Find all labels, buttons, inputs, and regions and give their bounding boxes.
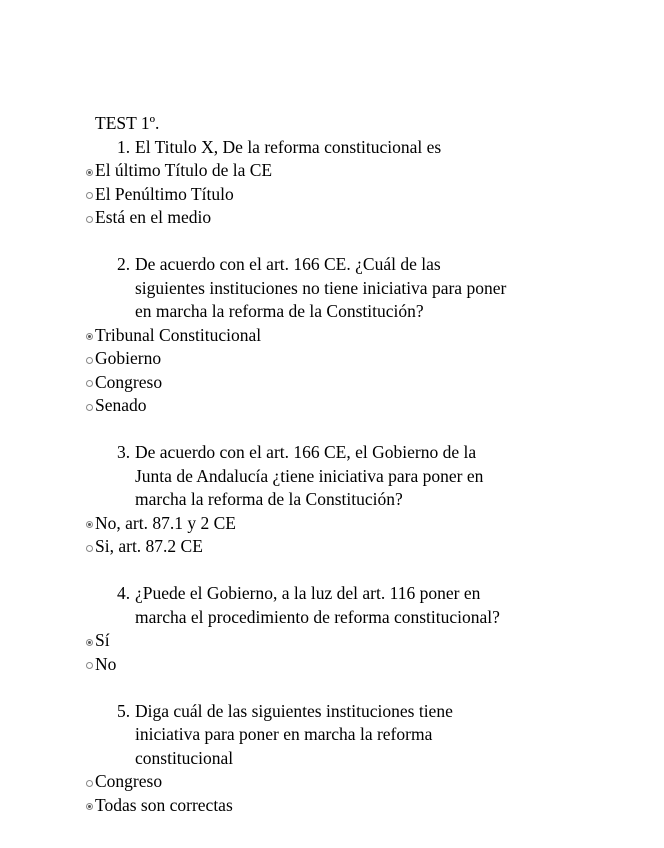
blank-line (0, 418, 664, 442)
blank-line (0, 676, 664, 700)
question-number: 3. (117, 442, 131, 462)
radio-unselected-icon[interactable] (86, 780, 93, 787)
question-3 (0, 441, 664, 512)
answer-option[interactable] (0, 535, 664, 559)
answer-option[interactable] (0, 206, 664, 230)
answer-option[interactable] (0, 394, 664, 418)
answer-option-label: Gobierno (95, 348, 162, 368)
question-text-line: De acuerdo con el art. 166 CE. ¿Cuál de las (135, 254, 441, 274)
radio-unselected-icon[interactable] (86, 357, 93, 364)
answer-option-label: Congreso (95, 771, 163, 791)
blank-line (0, 559, 664, 583)
question-text-line: Junta de Andalucía ¿tiene iniciativa para poner en (135, 465, 484, 486)
question-number: 4. (117, 583, 131, 603)
answer-option-label: Senado (95, 395, 147, 415)
answer-option[interactable] (0, 371, 664, 395)
document (0, 112, 664, 817)
question-number: 5. (117, 700, 131, 721)
question-text-line: siguientes instituciones no tiene iniciativa para poner (135, 277, 507, 298)
test-title: TEST 1º. (95, 113, 160, 133)
question-text-line: marcha la reforma de la Constitución? (135, 489, 403, 509)
question-text-line: De acuerdo con el art. 166 CE, el Gobierno de la (135, 442, 477, 462)
radio-selected-icon[interactable] (86, 803, 93, 810)
radio-selected-icon[interactable] (86, 169, 93, 176)
question-text-line: ¿Puede el Gobierno, a la luz del art. 116 poner en (135, 583, 481, 603)
answer-option-label: Todas son correctas (95, 794, 233, 815)
answer-option-label: Congreso (95, 371, 163, 392)
answer-option[interactable] (0, 183, 664, 207)
radio-selected-icon[interactable] (86, 639, 93, 646)
answer-option[interactable] (0, 794, 664, 818)
answer-option-label: No (95, 653, 117, 674)
answer-option-label: No, art. 87.1 y 2 CE (95, 512, 236, 533)
question-text-line: iniciativa para poner en marcha la reforma (135, 724, 433, 744)
answer-option-label: El último Título de la CE (95, 160, 273, 180)
answer-option-label: Sí (95, 630, 110, 650)
question-number: 2. (117, 254, 131, 274)
radio-selected-icon[interactable] (86, 521, 93, 528)
answer-option[interactable] (0, 159, 664, 183)
question-text-line: El Titulo X, De la reforma constitucional es (135, 136, 442, 157)
answer-option[interactable] (0, 512, 664, 536)
blank-line (0, 230, 664, 254)
radio-unselected-icon[interactable] (86, 404, 93, 411)
answer-option-label: Si, art. 87.2 CE (95, 536, 203, 556)
answer-option-label: El Penúltimo Título (95, 183, 234, 204)
answer-option[interactable] (0, 347, 664, 371)
radio-unselected-icon[interactable] (86, 545, 93, 552)
answer-option[interactable] (0, 653, 664, 677)
question-text-line: marcha el procedimiento de reforma constitucional? (135, 606, 500, 627)
radio-unselected-icon[interactable] (86, 380, 93, 387)
radio-unselected-icon[interactable] (86, 192, 93, 199)
question-2 (0, 253, 664, 324)
question-4 (0, 582, 664, 629)
question-text-line: Diga cuál de las siguientes instituciones tiene (135, 700, 453, 721)
question-number: 1. (117, 136, 131, 157)
answer-option[interactable] (0, 324, 664, 348)
radio-unselected-icon[interactable] (86, 662, 93, 669)
answer-option[interactable] (0, 770, 664, 794)
question-text-line: en marcha la reforma de la Constitución? (135, 301, 424, 321)
radio-unselected-icon[interactable] (86, 216, 93, 223)
question-5 (0, 700, 664, 771)
answer-option[interactable] (0, 629, 664, 653)
answer-option-label: Tribunal Constitucional (95, 324, 262, 345)
question-1 (0, 136, 664, 160)
radio-selected-icon[interactable] (86, 333, 93, 340)
answer-option-label: Está en el medio (95, 207, 212, 227)
question-text-line: constitucional (135, 747, 234, 768)
